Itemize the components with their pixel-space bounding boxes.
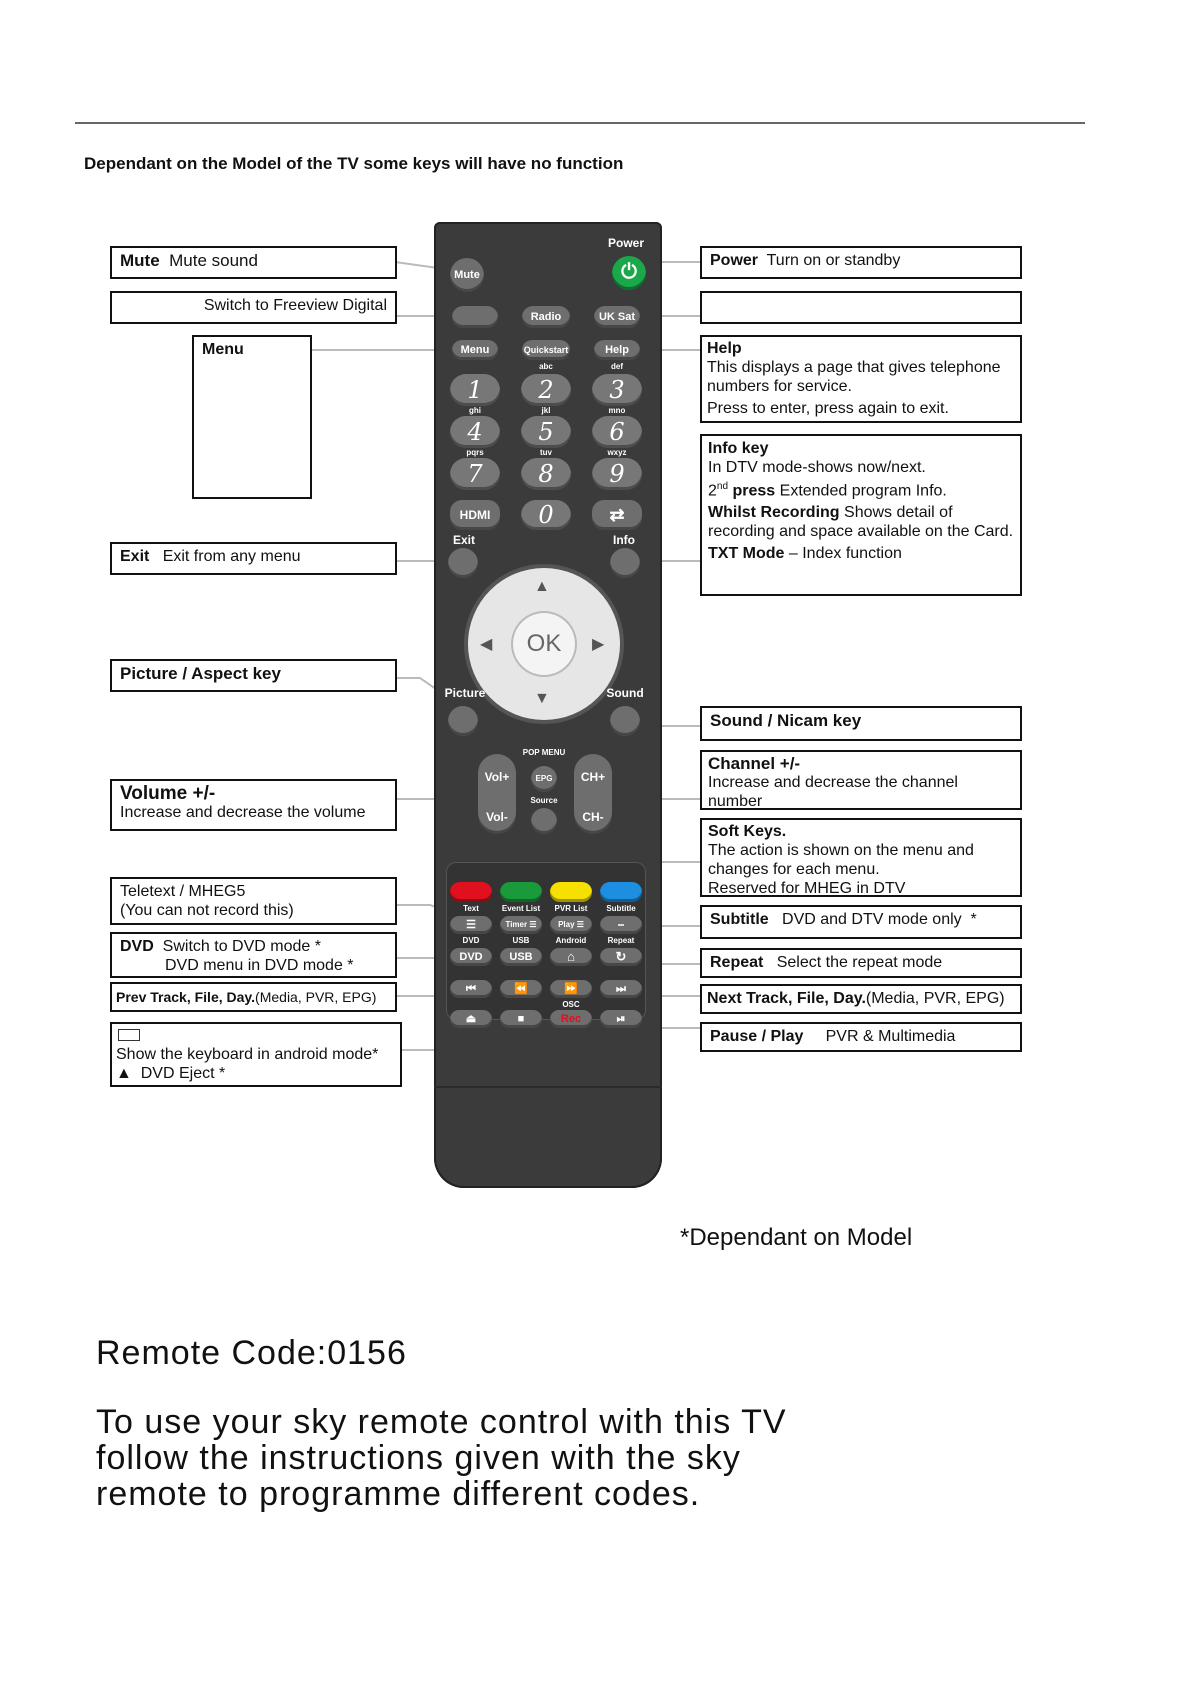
yellow-button[interactable] xyxy=(550,882,592,902)
prev-track-callout-title: Prev Track, File, Day. xyxy=(116,989,256,1005)
help-callout-line2: Press to enter, press again to exit. xyxy=(707,400,949,417)
channel-callout-desc: Increase and decrease the channel number xyxy=(708,774,958,810)
picture-button[interactable] xyxy=(448,706,478,736)
info-callout xyxy=(700,434,1022,596)
soft-keys-callout xyxy=(700,818,1022,897)
asterisk: * xyxy=(314,938,321,955)
exit-callout-title: Exit xyxy=(120,548,150,565)
text-icon: ☰ xyxy=(466,919,476,931)
soft-keys-callout-title: Soft Keys. xyxy=(708,823,787,840)
stop-button[interactable] xyxy=(500,1010,542,1028)
exit-label: Exit xyxy=(452,533,475,547)
hdmi-button[interactable]: HDMI xyxy=(450,500,500,530)
help-callout-title: Help xyxy=(707,340,742,357)
sound-callout xyxy=(700,706,1022,741)
play-label: Play xyxy=(558,920,575,929)
letters-abc: abc xyxy=(539,362,553,371)
usb-button[interactable]: USB xyxy=(500,948,542,966)
eject-callout-line: DVD Eject xyxy=(140,1065,215,1082)
info-callout-line2-sup: nd xyxy=(716,481,729,492)
info-callout-line4-rest: – Index function xyxy=(788,545,902,563)
event-list-label: Event List xyxy=(501,904,541,913)
soft-keys-callout-line2: Reserved for MHEG in DTV xyxy=(708,880,906,897)
vol-plus-label: Vol+ xyxy=(484,770,510,784)
volume-callout-desc: Increase and decrease the volume xyxy=(120,804,366,821)
sound-button[interactable] xyxy=(610,706,640,736)
asterisk: * xyxy=(218,1065,226,1082)
red-button[interactable] xyxy=(450,882,492,902)
play-pause-button[interactable] xyxy=(600,1010,642,1028)
channel-callout xyxy=(700,750,1022,810)
blue-button[interactable] xyxy=(600,882,642,902)
subtitle-callout-title: Subtitle xyxy=(710,911,769,928)
keyboard-callout-line: Show the keyboard in android mode* xyxy=(116,1046,379,1063)
next-track-callout-desc: (Media, PVR, EPG) xyxy=(865,990,1005,1007)
home-icon: ⌂ xyxy=(567,949,575,964)
letters-def: def xyxy=(611,362,623,371)
next-track-callout xyxy=(700,984,1022,1014)
teletext-callout xyxy=(110,877,397,925)
subtitle-button[interactable] xyxy=(600,916,642,934)
list-icon: ☰ xyxy=(576,920,584,929)
mute-callout xyxy=(110,246,397,279)
digit-3-button[interactable]: 3 xyxy=(592,374,642,406)
info-label: Info xyxy=(613,533,635,547)
dpad-right-button[interactable]: ▶ xyxy=(592,636,605,653)
letters-pqrs: pqrs xyxy=(466,448,484,457)
volume-callout-title: Volume +/- xyxy=(120,783,216,804)
repeat-callout xyxy=(700,948,1022,978)
repeat-callout-desc: Select the repeat mode xyxy=(776,954,943,971)
menu-callout-title: Menu xyxy=(202,341,244,358)
power-callout xyxy=(700,246,1022,279)
help-callout-line1: This displays a page that gives telephone numbers for service. xyxy=(707,359,1001,395)
menu-callout xyxy=(192,335,312,499)
dpad xyxy=(468,568,620,720)
digit-5-button[interactable]: 5 xyxy=(521,416,571,448)
pause-play-callout-desc: PVR & Multimedia xyxy=(825,1028,956,1045)
remote-control xyxy=(434,222,662,1188)
picture-label: Picture xyxy=(444,686,486,700)
ch-plus-label: CH+ xyxy=(580,770,606,784)
eject-button[interactable] xyxy=(450,1010,492,1028)
text-button[interactable] xyxy=(450,916,492,934)
radio-button[interactable]: Radio xyxy=(522,306,570,328)
letters-ghi: ghi xyxy=(469,406,481,415)
dvd-callout-title: DVD xyxy=(120,938,154,955)
dpad-left-button[interactable]: ◀ xyxy=(480,636,493,653)
stop-icon: ■ xyxy=(517,1013,525,1025)
info-callout-line3-bold: Whilst Recording xyxy=(708,504,840,522)
next-track-callout-title: Next Track, File, Day. xyxy=(707,990,866,1007)
freeview-callout xyxy=(110,291,397,324)
remote-code: Remote Code:0156 xyxy=(96,1334,407,1372)
power-button[interactable] xyxy=(612,256,646,290)
digit-2-button[interactable]: 2 xyxy=(521,374,571,406)
repeat-icon: ↻ xyxy=(615,949,627,964)
rewind-button[interactable] xyxy=(500,980,542,998)
digit-9-button[interactable]: 9 xyxy=(592,458,642,490)
pop-menu-label: POP MENU xyxy=(522,748,566,757)
fast-forward-icon: ⏩ xyxy=(564,983,578,995)
timer-label: Timer xyxy=(505,920,528,929)
freeview-button[interactable] xyxy=(452,306,498,328)
power-callout-title: Power xyxy=(710,252,759,269)
dvd-button[interactable]: DVD xyxy=(450,948,492,966)
pause-play-callout xyxy=(700,1022,1022,1052)
quickstart-button[interactable]: Quickstart xyxy=(522,340,570,360)
mute-button[interactable]: Mute xyxy=(450,258,484,292)
letters-tuv: tuv xyxy=(540,448,552,457)
keyboard-icon xyxy=(118,1029,140,1041)
timer-button[interactable] xyxy=(500,916,542,934)
fast-forward-button[interactable] xyxy=(550,980,592,998)
epg-button[interactable]: EPG xyxy=(531,766,557,792)
asterisk: * xyxy=(347,957,354,974)
help-callout xyxy=(700,335,1022,423)
info-callout-line3-rest: Shows detail of recording and space available on the Card. xyxy=(708,504,1014,541)
info-callout-line2-rest: Extended program Info. xyxy=(779,482,947,500)
exit-callout-desc: Exit from any menu xyxy=(162,548,301,565)
dvd-callout-line1: Switch to DVD mode xyxy=(162,938,311,955)
channel-callout-title: Channel +/- xyxy=(708,754,801,773)
digit-8-button[interactable]: 8 xyxy=(521,458,571,490)
mute-callout-title: Mute xyxy=(120,251,160,270)
play-list-button[interactable] xyxy=(550,916,592,934)
volume-callout xyxy=(110,779,397,831)
prev-track-button[interactable] xyxy=(450,980,492,998)
keyboard-eject-callout xyxy=(110,1022,402,1087)
rec-button[interactable]: Rec xyxy=(550,1010,592,1028)
dpad-down-button[interactable]: ▼ xyxy=(534,690,550,707)
sound-label: Sound xyxy=(606,686,644,700)
subtitle-callout xyxy=(700,905,1022,939)
green-button[interactable] xyxy=(500,882,542,902)
android-label: Android xyxy=(555,936,587,945)
power-icon: ⏻ xyxy=(621,261,637,283)
ukset-callout-empty xyxy=(700,291,1022,324)
letters-mno: mno xyxy=(608,406,626,415)
freeview-callout-text: Switch to Freeview Digital xyxy=(203,297,387,314)
source-button[interactable] xyxy=(531,808,557,834)
digit-4-button[interactable]: 4 xyxy=(450,416,500,448)
letters-jkl: jkl xyxy=(541,406,551,415)
digit-1-button[interactable]: 1 xyxy=(450,374,500,406)
prev-track-callout xyxy=(110,982,397,1012)
play-pause-icon: ⏯ xyxy=(616,1013,626,1025)
sound-callout-title: Sound / Nicam key xyxy=(710,711,862,730)
picture-callout xyxy=(110,659,397,692)
swap-icon: ⇄ xyxy=(609,505,625,525)
page-header: Dependant on the Model of the TV some keys will have no function xyxy=(84,154,624,173)
eject-icon: ▲ xyxy=(116,1065,132,1082)
dvd-callout xyxy=(110,932,397,978)
text-label: Text xyxy=(463,904,479,913)
swap-button[interactable] xyxy=(592,500,642,530)
power-callout-desc: Turn on or standby xyxy=(766,252,901,269)
info-callout-line4-bold: TXT Mode xyxy=(708,545,785,563)
teletext-callout-line2: (You can not record this) xyxy=(120,902,294,919)
exit-button[interactable] xyxy=(448,548,478,578)
vol-minus-label: Vol- xyxy=(486,810,508,824)
menu-button[interactable]: Menu xyxy=(452,340,498,360)
source-label: Source xyxy=(530,796,558,805)
mute-callout-desc: Mute sound xyxy=(169,251,258,270)
digit-0-button[interactable]: 0 xyxy=(521,500,571,530)
subtitle-callout-desc: DVD and DTV mode only xyxy=(782,911,962,928)
pvr-list-label: PVR List xyxy=(554,904,588,913)
help-button[interactable]: Help xyxy=(594,340,640,360)
android-home-button[interactable] xyxy=(550,948,592,966)
letters-wxyz: wxyz xyxy=(607,448,627,457)
digit-7-button[interactable]: 7 xyxy=(450,458,500,490)
info-callout-line2-num: 2 xyxy=(708,482,717,500)
dpad-up-button[interactable]: ▲ xyxy=(534,578,550,595)
prev-track-callout-desc: (Media, PVR, EPG) xyxy=(255,989,377,1005)
dvd-callout-line2: DVD menu in DVD mode xyxy=(165,957,343,974)
list-icon: ☰ xyxy=(529,920,537,929)
footnote: *Dependant on Model xyxy=(680,1224,913,1251)
subtitle-label: Subtitle xyxy=(606,904,636,913)
power-label: Power xyxy=(607,236,644,250)
info-callout-title: Info key xyxy=(708,440,769,457)
ok-button[interactable]: OK xyxy=(513,613,575,675)
repeat-callout-title: Repeat xyxy=(710,954,764,971)
osc-label: OSC xyxy=(562,1000,580,1009)
eject-icon: ⏏ xyxy=(465,1013,477,1025)
ch-minus-label: CH- xyxy=(582,810,604,824)
remote-divider xyxy=(434,1086,662,1088)
next-track-icon: ⏭ xyxy=(616,983,626,995)
repeat-label: Repeat xyxy=(607,936,635,945)
digit-6-button[interactable]: 6 xyxy=(592,416,642,448)
instructions: To use your sky remote control with this TV follow the instructions given with the sky remote to programme different codes. xyxy=(96,1403,787,1513)
subtitle-icon: ⎯ xyxy=(618,919,624,931)
next-track-button[interactable] xyxy=(600,980,642,998)
asterisk: * xyxy=(970,911,977,928)
uksat-button[interactable]: UK Sat xyxy=(594,306,640,328)
teletext-callout-line1: Teletext / MHEG5 xyxy=(120,883,246,900)
repeat-button[interactable] xyxy=(600,948,642,966)
prev-track-icon: ⏮ xyxy=(466,983,476,995)
picture-callout-title: Picture / Aspect key xyxy=(120,664,281,683)
soft-keys-callout-line1: The action is shown on the menu and changes for each menu. xyxy=(708,842,974,878)
info-button[interactable] xyxy=(610,548,640,578)
exit-callout xyxy=(110,542,397,575)
pause-play-callout-title: Pause / Play xyxy=(710,1028,804,1045)
rewind-icon: ⏪ xyxy=(514,983,528,995)
info-callout-line1: In DTV mode-shows now/next. xyxy=(708,459,926,476)
dvd-label: DVD xyxy=(462,936,480,945)
info-callout-line2-bold: press xyxy=(732,482,776,500)
usb-label: USB xyxy=(512,936,530,945)
